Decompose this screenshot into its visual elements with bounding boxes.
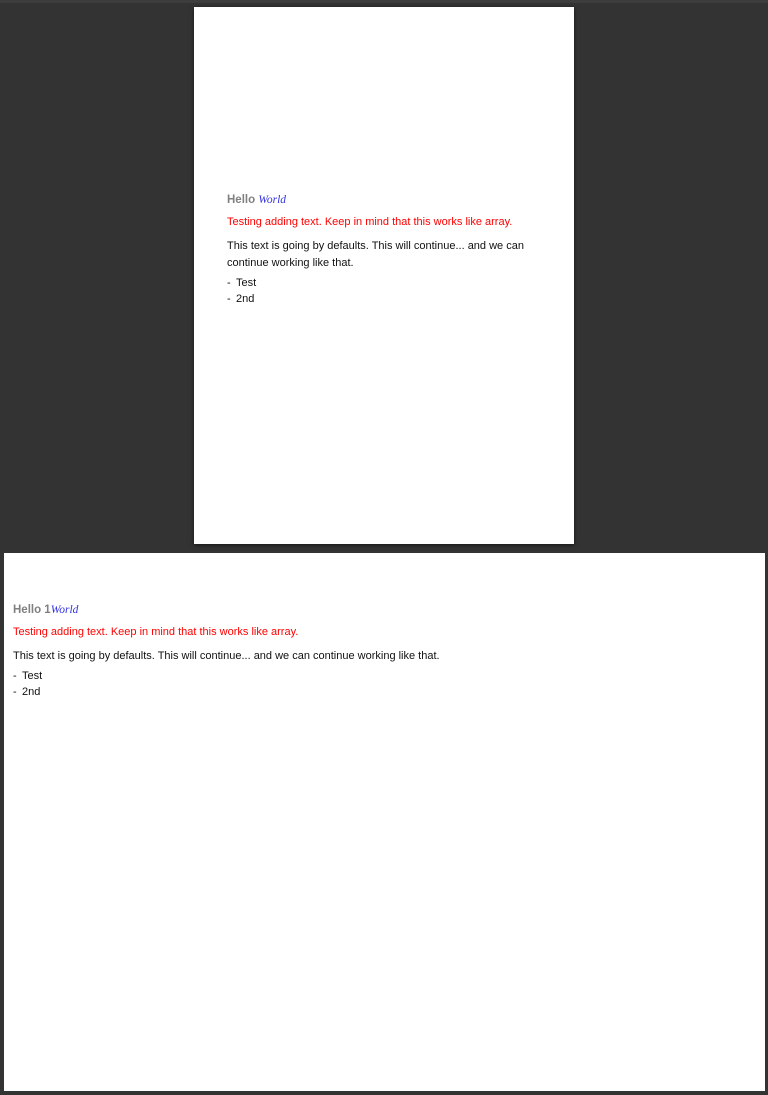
document-list: [13, 668, 753, 700]
window-top-edge: [0, 0, 768, 3]
preview-heading-hello: Hello: [227, 194, 256, 206]
list-item: [227, 275, 532, 291]
list-item-text: Test: [236, 277, 257, 289]
document-heading: [13, 602, 753, 618]
list-bullet: -: [227, 277, 231, 289]
document-heading-world: World: [50, 604, 79, 616]
document-content: [13, 602, 753, 700]
preview-list: [227, 275, 532, 307]
page-preview-content: [227, 192, 532, 307]
list-item-text: Test: [22, 670, 43, 682]
preview-body-text: This text is going by defaults. This will continue... and we can continue working like that.: [227, 240, 524, 269]
document-body-text: This text is going by defaults. This will continue... and we can continue working like that.: [13, 650, 440, 662]
list-item: [13, 668, 753, 684]
list-bullet: -: [13, 686, 17, 698]
document-render: [4, 553, 765, 1091]
page-preview: [194, 7, 574, 544]
preview-heading-world: World: [258, 194, 287, 206]
list-item-text: 2nd: [236, 293, 255, 305]
document-red-text: Testing adding text. Keep in mind that this works like array.: [13, 626, 299, 638]
list-item: [227, 291, 532, 307]
list-item-text: 2nd: [22, 686, 41, 698]
list-item: [13, 684, 753, 700]
list-bullet: -: [227, 293, 231, 305]
preview-red-text: Testing adding text. Keep in mind that this works like array.: [227, 216, 513, 228]
list-bullet: -: [13, 670, 17, 682]
preview-heading: [227, 192, 532, 208]
document-heading-hello: Hello 1: [13, 604, 51, 616]
